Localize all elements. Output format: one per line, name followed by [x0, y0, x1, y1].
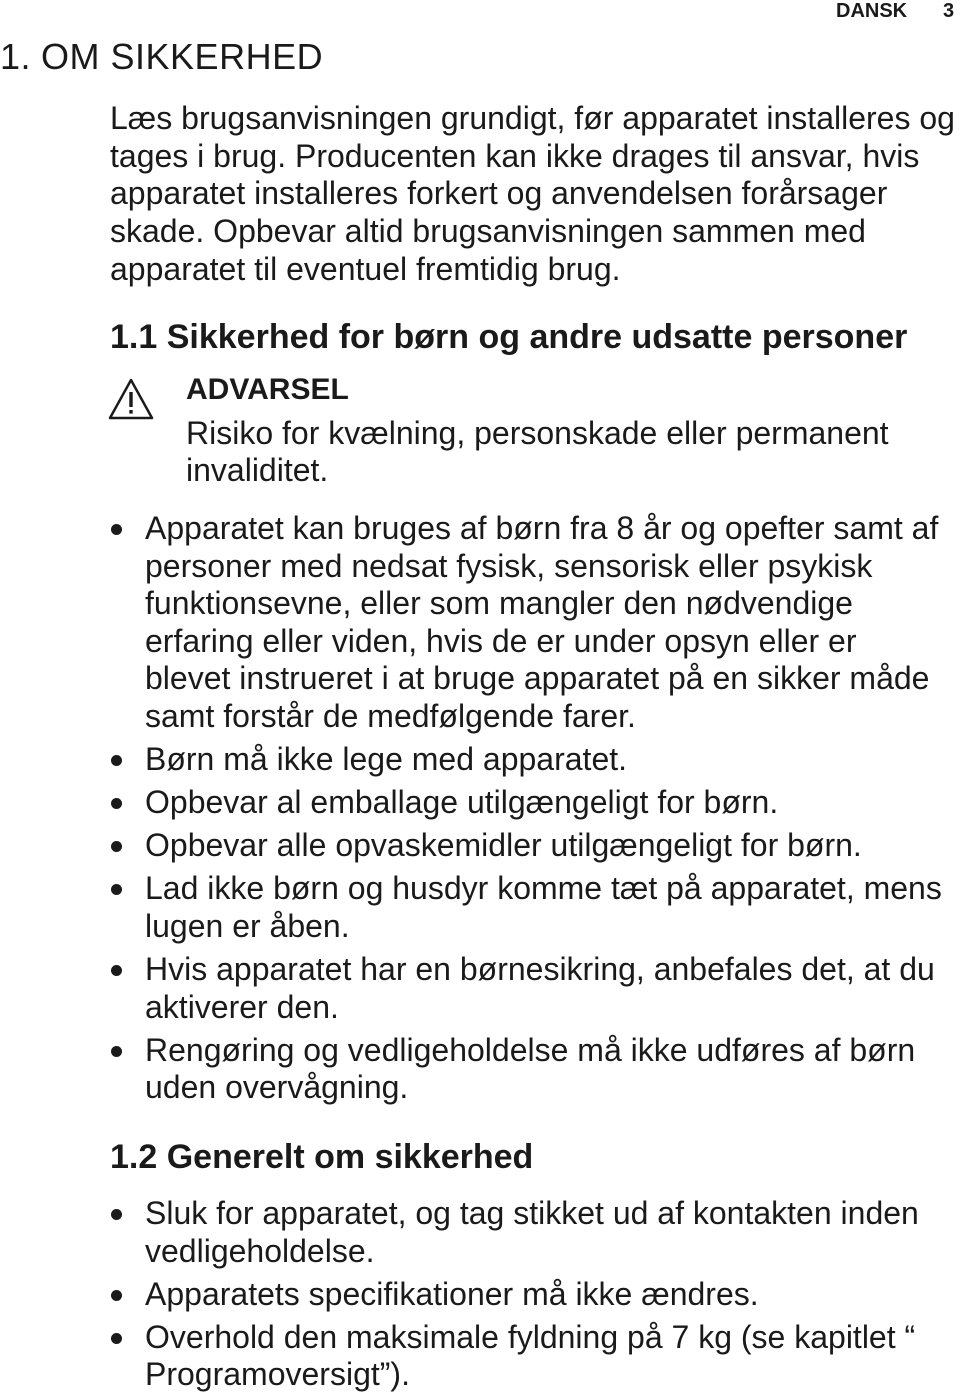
- bullet-icon: [111, 1333, 122, 1344]
- list-item: [0, 1032, 950, 1107]
- list-item: [0, 1276, 950, 1314]
- subsection-number-suffix: 1: [138, 318, 158, 356]
- list-item: [0, 741, 950, 779]
- bullet-icon: [111, 524, 122, 535]
- bullet-icon: [111, 1290, 122, 1301]
- subsection-heading-2: [110, 1138, 533, 1177]
- bullet-icon: [111, 841, 122, 852]
- list-item-text: Apparatets specifikationer må ikke ændres.: [145, 1275, 759, 1312]
- section-number: 1.: [0, 36, 32, 77]
- subsection-heading-1: [110, 318, 907, 357]
- list-item: [0, 870, 950, 945]
- subsection-number-prefix: 1.: [110, 318, 139, 356]
- list-item: [0, 951, 950, 1026]
- intro-paragraph: Læs brugsanvisningen grundigt, før apparatet installeres og tages i brug. Producenten kan ikke drages til ansvar, hvis apparatet installeres forkert og anvendelsen forårsager skade. Opbevar altid brugsanvisningen sammen med apparatet til eventuel fremtidig brug.: [110, 100, 955, 287]
- list-item-text: Apparatet kan bruges af børn fra 8 år og opefter samt af personer med nedsat fysisk, sensorisk eller psykisk funktionsevne, eller som mangler den nødvendige erfaring eller viden, hvis de er under opsyn eller er blevet instrueret i at bruge apparatet på en sikker måde samt forstår de medfølgende farer.: [145, 510, 939, 734]
- list-item-text: Lad ikke børn og husdyr komme tæt på apparatet, mens lugen er åben.: [145, 870, 942, 944]
- list-item: [0, 784, 950, 822]
- warning-triangle-icon: [108, 378, 154, 420]
- page-number: 3: [943, 0, 955, 22]
- list-item-text: Opbevar al emballage utilgængeligt for børn.: [145, 784, 779, 821]
- subsection-title: Sikkerhed for børn og andre udsatte personer: [166, 318, 908, 356]
- bullet-icon: [111, 965, 122, 976]
- section-heading: [0, 36, 323, 78]
- list-item-text: Børn må ikke lege med apparatet.: [145, 741, 628, 778]
- list-item-text: Opbevar alle opvaskemidler utilgængeligt for børn.: [145, 827, 862, 864]
- list-item-text: Sluk for apparatet, og tag stikket ud af kontakten inden vedligeholdelse.: [145, 1195, 919, 1269]
- bullet-icon: [111, 755, 122, 766]
- bullet-icon: [111, 1046, 122, 1057]
- bullet-list-general: [0, 1195, 950, 1399]
- bullet-icon: [111, 884, 122, 895]
- bullet-icon: [111, 1209, 122, 1220]
- subsection-number-suffix: 2: [138, 1138, 158, 1176]
- bullet-icon: [111, 798, 122, 809]
- list-item-text: Hvis apparatet har en børnesikring, anbefales det, at du aktiverer den.: [145, 951, 935, 1025]
- subsection-title: Generelt om sikkerhed: [166, 1138, 534, 1176]
- subsection-number-prefix: 1.: [110, 1138, 139, 1176]
- header-language: DANSK: [836, 0, 908, 22]
- list-item: [0, 827, 950, 865]
- list-item-text: Overhold den maksimale fyldning på 7 kg (se kapitlet “ Programoversigt”).: [145, 1318, 916, 1393]
- list-item: [0, 1319, 950, 1394]
- section-title: OM SIKKERHED: [41, 36, 324, 77]
- list-item: [0, 510, 950, 736]
- bullet-list-children: [0, 510, 950, 1112]
- warning-text: Risiko for kvælning, personskade eller permanent invaliditet.: [186, 415, 889, 488]
- list-item: [0, 1195, 950, 1270]
- list-item-text: Rengøring og vedligeholdelse må ikke udføres af børn uden overvågning.: [145, 1031, 916, 1106]
- warning-title: ADVARSEL: [186, 373, 349, 406]
